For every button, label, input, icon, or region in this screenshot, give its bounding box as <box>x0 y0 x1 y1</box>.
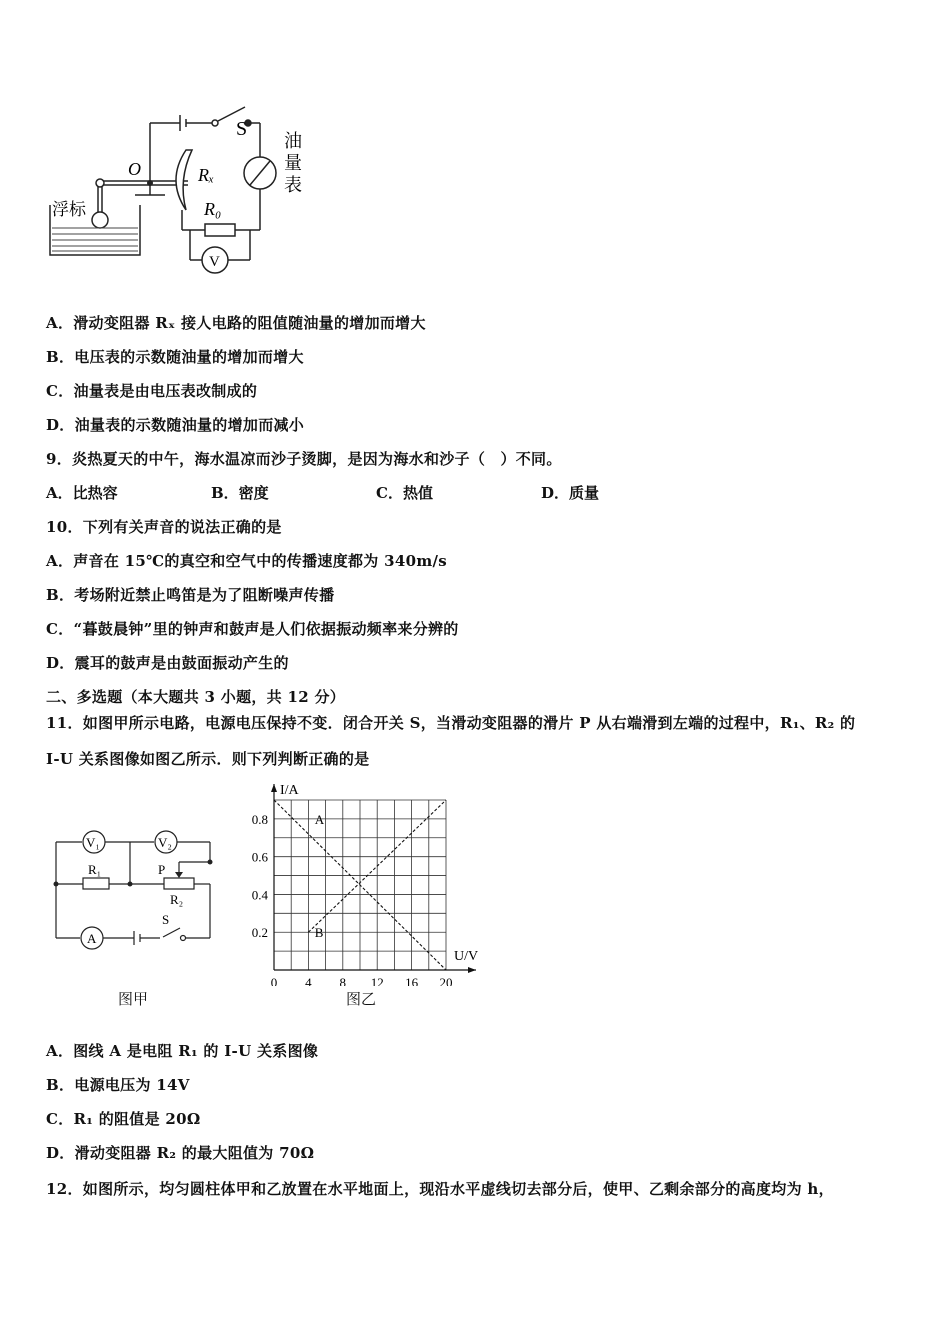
r1-label: R₁ <box>88 862 102 877</box>
float-label: 浮标 <box>52 200 86 219</box>
q11-stem-line1: 11．如图甲所示电路，电源电压保持不变．闭合开关 S，当滑动变阻器的滑片 P 从右端滑到左端的过程中，R₁、R₂ 的 <box>46 714 856 732</box>
gauge-label-2: 量 <box>284 153 302 173</box>
y-tick-label: 0.6 <box>251 849 268 865</box>
voltmeter-label: V <box>209 254 220 270</box>
circuit-diagram-jia <box>48 820 228 960</box>
y-tick-label: 0.4 <box>251 887 268 903</box>
r0-label: R₀ <box>204 199 222 219</box>
iu-graph-yi <box>240 776 490 986</box>
q11-option-d: D．滑动变阻器 R₂ 的最大阻值为 70Ω <box>46 1144 315 1162</box>
switch-label: S <box>236 118 248 140</box>
x-axis-arrow <box>468 967 476 973</box>
y-tick-label: 0.2 <box>251 925 268 941</box>
rx-label: Rₓ <box>198 165 215 185</box>
series-label-A: A <box>314 811 325 827</box>
x-tick-label: 8 <box>339 975 347 986</box>
x-tick-label: 0 <box>270 975 278 986</box>
q9-option-b: B．密度 <box>211 484 269 502</box>
x-tick-label: 16 <box>405 975 419 986</box>
gauge-label-3: 表 <box>284 175 302 195</box>
q11-option-b: B．电源电压为 14V <box>46 1076 190 1094</box>
q10-option-d: D．震耳的鼓声是由鼓面振动产生的 <box>46 654 289 672</box>
q12-stem: 12．如图所示，均匀圆柱体甲和乙放置在水平地面上，现沿水平虚线切去部分后，使甲、乙剩余部分的高度均为 h， <box>46 1180 834 1198</box>
gauge-label-1: 油 <box>284 131 302 151</box>
q10-option-b: B．考场附近禁止鸣笛是为了阻断噪声传播 <box>46 586 335 604</box>
caption-yi: 图乙 <box>346 990 377 1008</box>
x-tick-label: 20 <box>439 975 453 986</box>
x-tick-label: 4 <box>305 975 312 986</box>
s-label: S <box>162 912 170 927</box>
q8-option-c: C．油量表是由电压表改制成的 <box>46 382 258 400</box>
x-tick-label: 12 <box>370 975 384 986</box>
p-label: P <box>158 862 166 877</box>
y-axis-arrow <box>271 784 277 792</box>
ammeter-label: A <box>87 931 97 946</box>
q9-option-d: D．质量 <box>541 484 600 502</box>
q9-option-a: A．比热容 <box>46 484 118 502</box>
y-axis-label: I/A <box>280 783 299 798</box>
q11-stem-line2: I-U 关系图像如图乙所示．则下列判断正确的是 <box>46 750 370 768</box>
q10-stem: 10．下列有关声音的说法正确的是 <box>46 518 282 536</box>
series-label-B: B <box>314 925 324 941</box>
q11-option-a: A．图线 A 是电阻 R₁ 的 I-U 关系图像 <box>46 1042 319 1060</box>
caption-jia: 图甲 <box>118 990 149 1008</box>
q8-option-a: A．滑动变阻器 Rₓ 接人电路的阻值随油量的增加而增大 <box>46 314 426 332</box>
q11-option-c: C．R₁ 的阻值是 20Ω <box>46 1110 201 1128</box>
q9-stem: 9．炎热夏天的中午，海水温凉而沙子烫脚，是因为海水和沙子（ ）不同。 <box>46 450 562 468</box>
q10-option-a: A．声音在 15℃的真空和空气中的传播速度都为 340m/s <box>46 552 448 570</box>
y-tick-label: 0.8 <box>251 811 268 827</box>
q8-option-d: D．油量表的示数随油量的增加而减小 <box>46 416 305 434</box>
pivot-label: O <box>128 159 141 179</box>
oil-gauge-circuit-figure <box>40 95 330 280</box>
q10-option-c: C．“暮鼓晨钟”里的钟声和鼓声是人们依据振动频率来分辨的 <box>46 620 459 638</box>
q8-option-b: B．电压表的示数随油量的增加而增大 <box>46 348 304 366</box>
x-axis-label: U/V <box>454 949 479 964</box>
section-heading: 二、多选题（本大题共 3 小题，共 12 分） <box>46 688 346 706</box>
v2-label: V₂ <box>158 835 172 850</box>
r2-label: R₂ <box>170 892 184 907</box>
v1-label: V₁ <box>86 835 100 850</box>
q9-option-c: C．热值 <box>376 484 433 502</box>
